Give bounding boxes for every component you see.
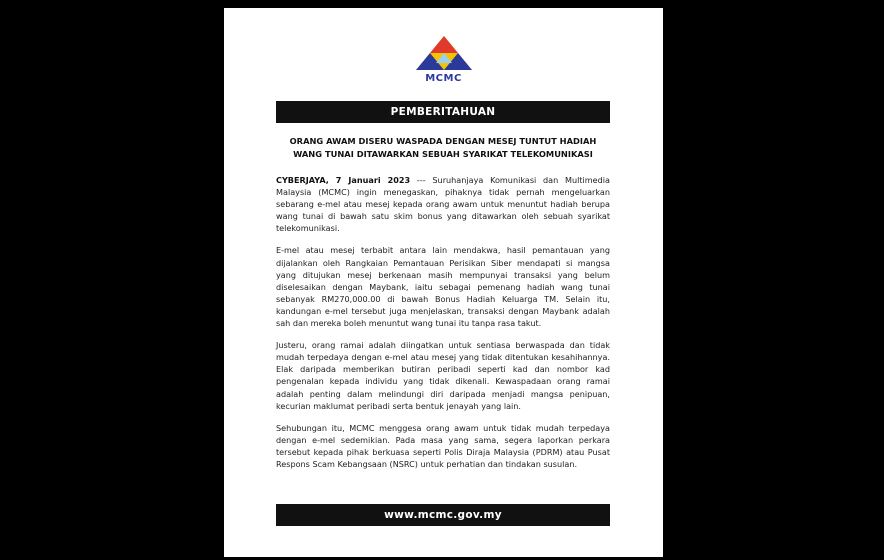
paragraph-1-text: --- Suruhanjaya Komunikasi dan Multimedia Malaysia (MCMC) ingin menegaskan, pihaknya tidak pernah mengeluarkan sebarang e-mel atau mesej kepada orang awam untuk menuntut hadiah berupa wang tunai di bawah satu skim bonus yang ditawarkan oleh sebuah syarikat telekomunikasi.	[276, 175, 610, 234]
dateline: CYBERJAYA, 7 Januari 2023	[276, 175, 411, 185]
paragraph-2: E-mel atau mesej terbabit antara lain mendakwa, hasil pemantauan yang dijalankan oleh Rangkaian Pemantauan Perisikan Siber mendapati si mangsa yang ditujukan mesej berkenaan masih mempunyai transaksi yang belum diselesaikan dengan Maybank, iaitu sebagai pemenang hadiah wang tunai sebanyak RM270,000.00 di bawah Bonus Hadiah Keluarga TM. Selain itu, kandungan e-mel tersebut juga menjelaskan, transaksi dengan Maybank adalah sah dan mereka boleh menuntut wang tunai itu tanpa rasa takut.	[276, 245, 610, 329]
paragraph-1	[276, 174, 610, 234]
website-link[interactable]: www.mcmc.gov.my	[276, 504, 610, 526]
paragraph-3: Justeru, orang ramai adalah diingatkan untuk sentiasa berwaspada dan tidak mudah terpedaya dengan e-mel atau mesej yang tidak ditentukan kesahihannya. Elak daripada memberikan butiran peribadi seperti kad dan nombor kad pengenalan kepada individu yang tidak dikenali. Kewaspadaan orang ramai adalah penting dalam melindungi diri daripada menjadi mangsa penipuan, kecurian maklumat peribadi serta bentuk jenayah yang lain.	[276, 340, 610, 411]
mcmc-logo	[414, 36, 474, 82]
logo-area	[276, 36, 611, 82]
notice-body	[276, 174, 610, 470]
notice-document	[224, 8, 663, 557]
logo-wordmark: MCMC	[425, 73, 462, 84]
paragraph-4: Sehubungan itu, MCMC menggesa orang awam untuk tidak mudah terpedaya dengan e-mel sedemikian. Pada masa yang sama, segera laporkan perkara tersebut kepada pihak berkuasa seperti Polis Diraja Malaysia (PDRM) atau Pusat Respons Scam Kebangsaan (NSRC) untuk perhatian dan tindakan susulan.	[276, 422, 610, 469]
notice-title: PEMBERITAHUAN	[276, 101, 610, 123]
notice-headline: ORANG AWAM DISERU WASPADA DENGAN MESEJ TUNTUT HADIAH WANG TUNAI DITAWARKAN SEBUAH SYARIKAT TELEKOMUNIKASI	[289, 136, 597, 159]
mcmc-triangle-icon	[414, 36, 474, 72]
